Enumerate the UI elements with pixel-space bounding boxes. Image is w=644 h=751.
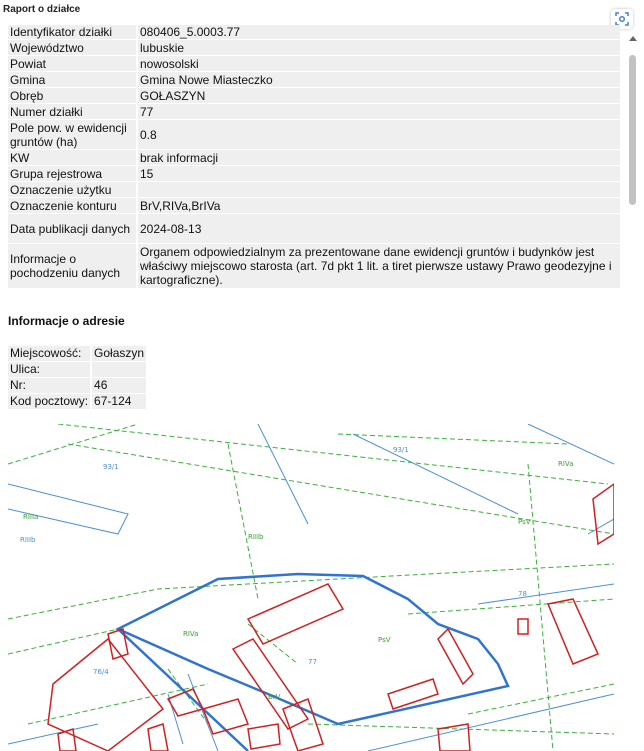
map-label: RIIIb (248, 533, 264, 541)
map-canvas[interactable] (8, 424, 614, 751)
row-value: 0.8 (138, 120, 620, 149)
map-label: RIIIa (23, 513, 39, 521)
row-value: nowosolski (138, 56, 620, 71)
row-value: 2024-08-13 (138, 214, 620, 243)
map-label: 93/1 (393, 446, 409, 454)
row-label: Pole pow. w ewidencji gruntów (ha) (8, 120, 138, 149)
table-row (8, 150, 620, 165)
land-use-contours (8, 424, 614, 751)
scrollbar-thumb[interactable] (629, 55, 636, 205)
row-value: 15 (138, 166, 620, 181)
map-label: 77 (308, 658, 317, 666)
table-row (8, 214, 620, 243)
row-label: KW (8, 150, 138, 165)
table-row (8, 120, 620, 149)
row-value: 67-124 (92, 394, 146, 409)
row-label: Oznaczenie konturu (8, 198, 138, 213)
map-label: 93/1 (103, 463, 119, 471)
map-label: PsV (378, 636, 391, 644)
row-label: Gmina (8, 72, 138, 87)
table-row (8, 362, 146, 377)
row-label: Obręb (8, 88, 138, 103)
window-title: Raport o działce (3, 4, 81, 15)
table-row (8, 346, 146, 361)
table-row (8, 25, 620, 39)
row-label: Identyfikator działki (8, 25, 138, 39)
scrollbar[interactable] (626, 30, 640, 751)
row-value: Gmina Nowe Miasteczko (138, 72, 620, 87)
table-row (8, 104, 620, 119)
row-value: Organem odpowiedzialnym za prezentowane dane ewidencji gruntów i budynków jest właściwy miejscowo starosta (art. 7d pkt 1 lit. a tiret pierwsze ustawy Prawo geodezyjne i kartograficzne). (138, 244, 620, 288)
row-value: brak informacji (138, 150, 620, 165)
report-content (8, 24, 618, 289)
row-label: Oznaczenie użytku (8, 182, 138, 197)
row-label: Numer działki (8, 104, 138, 119)
table-row (8, 72, 620, 87)
map-label: PsV (518, 518, 531, 526)
row-label: Ulica: (8, 362, 92, 377)
table-row (8, 244, 620, 288)
row-value (92, 362, 146, 377)
row-value: 080406_5.0003.77 (138, 25, 620, 39)
row-label: Powiat (8, 56, 138, 71)
row-label: Miejscowość: (8, 346, 92, 361)
map-label: RIIIb (20, 536, 36, 544)
row-value: BrV,RIVa,BrIVa (138, 198, 620, 213)
map-label: 78 (518, 590, 527, 598)
map-label: RIVa (183, 630, 199, 638)
parcel-info-table (8, 24, 620, 289)
table-row (8, 394, 146, 409)
map-label: RIVa (558, 460, 574, 468)
row-value: 77 (138, 104, 620, 119)
target-parcel-outline (118, 574, 508, 724)
address-table (8, 345, 146, 410)
row-value (138, 182, 620, 197)
table-row (8, 88, 620, 103)
parcel-map[interactable] (8, 424, 614, 751)
map-label: BrV (268, 693, 281, 701)
table-row (8, 182, 620, 197)
table-row (8, 378, 146, 393)
row-label: Grupa rejestrowa (8, 166, 138, 181)
address-heading: Informacje o adresie (8, 314, 125, 328)
scroll-up-icon[interactable] (629, 36, 637, 41)
table-row (8, 56, 620, 71)
row-value: lubuskie (138, 40, 620, 55)
table-row (8, 198, 620, 213)
map-label: 76/4 (93, 668, 109, 676)
row-value: Gołaszyn (94, 346, 145, 360)
table-row (8, 166, 620, 181)
road-line (118, 629, 248, 751)
table-row (8, 40, 620, 55)
parcel-boundaries (8, 424, 614, 751)
row-label: Województwo (8, 40, 138, 55)
row-value: 46 (92, 378, 146, 393)
row-value: GOŁASZYN (138, 88, 620, 103)
row-label: Data publikacji danych (8, 214, 138, 243)
row-label: Informacje o pochodzeniu danych (8, 244, 138, 288)
row-label: Kod pocztowy: (8, 394, 92, 409)
row-label: Nr: (8, 378, 92, 393)
